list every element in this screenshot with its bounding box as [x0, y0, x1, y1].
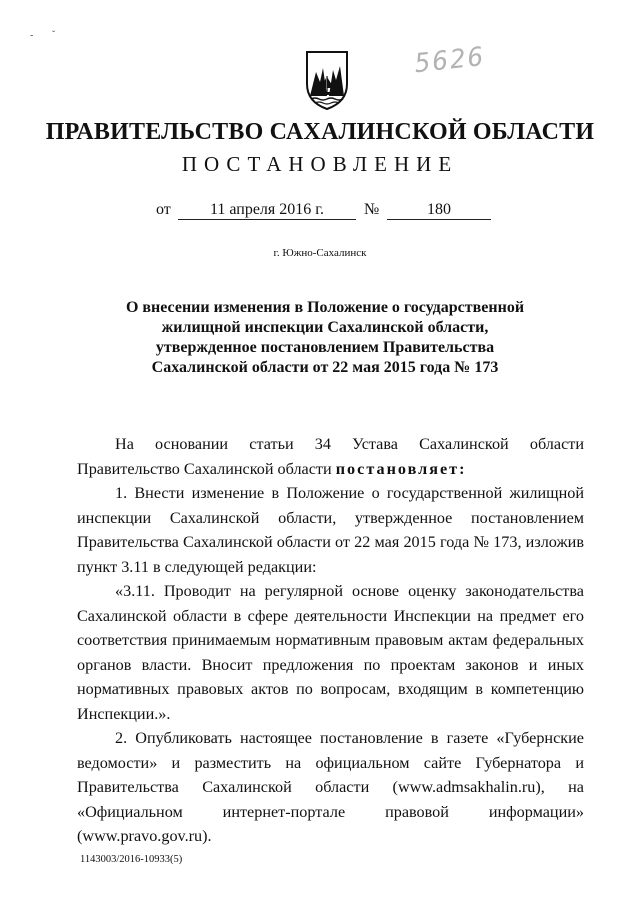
government-title: ПРАВИТЕЛЬСТВО САХАЛИНСКОЙ ОБЛАСТИ: [45, 119, 595, 145]
subject-line: О внесении изменения в Положение о государственной: [125, 299, 525, 316]
date-from-label: от: [156, 201, 171, 218]
coat-of-arms-icon: [303, 48, 351, 112]
document-date: 11 апреля 2016 г.: [178, 201, 356, 220]
subject-line: утвержденное постановлением Правительства: [155, 339, 495, 356]
paragraph-quoted-clause: «3.11. Проводит на регулярной основе оценку законодательства Сахалинской области в сфере деятельности Инспекции на предмет его соответствия принимаемым нормативным правовым актам федеральных органов власти. Вносит предложения по проектам законов и иных нормативных правовых актов по вопросам, входящим в компетенцию Инспекции.».: [77, 582, 584, 723]
document-code: 1143003/2016-10933(5): [80, 854, 183, 865]
city-label: г. Южно-Сахалинск: [273, 247, 367, 259]
scan-marks: - ˇ: [30, 30, 64, 41]
document-number: 180: [387, 201, 491, 220]
document-type: ПОСТАНОВЛЕНИЕ: [181, 152, 459, 176]
subject-line: жилищной инспекции Сахалинской области,: [161, 319, 489, 336]
preamble-text: На основании статьи 34 Устава Сахалинской области Правительство Сахалинской области: [77, 435, 584, 478]
document-body: [77, 432, 584, 849]
registration-stamp: 5626: [413, 41, 487, 80]
subject-line: Сахалинской области от 22 мая 2015 года № 173: [151, 359, 499, 376]
number-label: №: [364, 201, 380, 218]
paragraph-item-1: 1. Внести изменение в Положение о государственной жилищной инспекции Сахалинской области, утвержденное постановлением Правительства Сахалинской области от 22 мая 2015 года № 173, изложив пункт 3.11 в следующей редакции:: [77, 484, 584, 576]
paragraph-item-2: 2. Опубликовать настоящее постановление в газете «Губернские ведомости» и разместить на официальном сайте Губернатора и Правительства Сахалинской области (www.admsakhalin.ru), на «Официальном интернет-портале правовой информации» (www.pravo.gov.ru).: [77, 729, 584, 845]
paragraph-preamble: [77, 432, 584, 481]
document-subject: [110, 298, 540, 378]
decree-verb: постановляет:: [335, 459, 467, 478]
